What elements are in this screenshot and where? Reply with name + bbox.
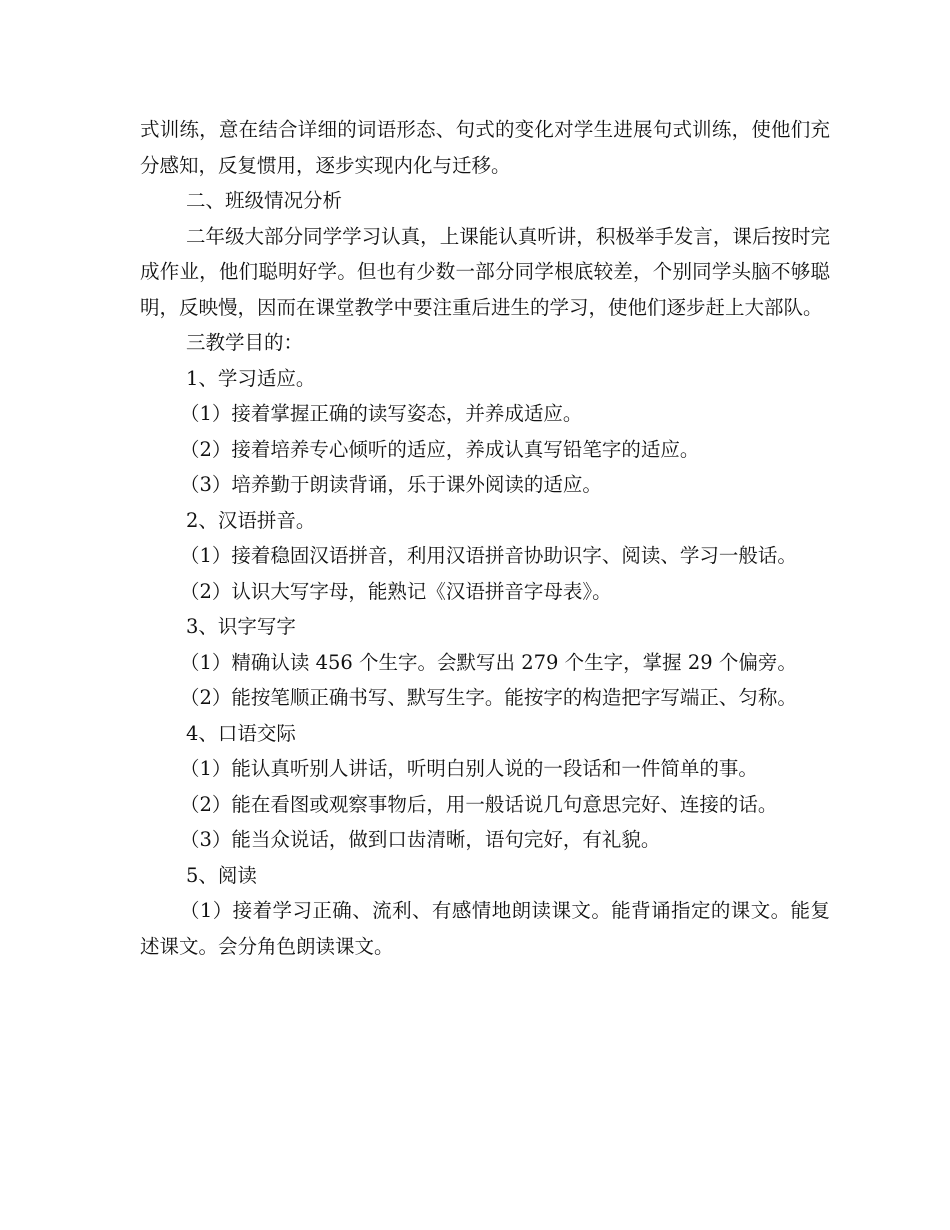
- subsection-heading: 1、学习适应。: [186, 366, 316, 390]
- subsection-heading: 5、阅读: [186, 863, 257, 887]
- subsection-heading: 2、汉语拼音。: [186, 508, 316, 532]
- list-item: （2）能在看图或观察事物后，用一般话说几句意思完好、连接的话。: [180, 792, 778, 816]
- list-item: （1）接着掌握正确的读写姿态，并养成适应。: [180, 402, 583, 425]
- document-body: [140, 112, 830, 964]
- list-item: （1）能认真听别人讲话，听明白别人说的一段话和一件简单的事。: [180, 757, 758, 780]
- subsection-heading: 4、口语交际: [186, 721, 296, 745]
- section-heading: 二、班级情况分析: [186, 189, 343, 212]
- list-item: （1）接着学习正确、流利、有感情地朗读课文。能背诵指定的课文。能复述课文。会分角色朗读课文。: [140, 899, 830, 958]
- list-item: （2）认识大写字母，能熟记《汉语拼音字母表》。: [180, 579, 612, 603]
- list-item: （1）接着稳固汉语拼音，利用汉语拼音协助识字、阅读、学习一般话。: [180, 544, 797, 567]
- subsection-heading: 3、识字写字: [186, 615, 296, 638]
- list-item: （2）能按笔顺正确书写、默写生字。能按字的构造把字写端正、匀称。: [180, 686, 797, 709]
- paragraph: 二年级大部分同学学习认真，上课能认真听讲，积极举手发言，课后按时完成作业，他们聪明好学。但也有少数一部分同学根底较差，个别同学头脑不够聪明，反映慢，因而在课堂教学中要注重后进生的学习，使他们逐步赶上大部队。: [140, 224, 830, 319]
- list-item: （3）能当众说话，做到口齿清晰，语句完好，有礼貌。: [180, 828, 661, 851]
- list-item: （3）培养勤于朗读背诵，乐于课外阅读的适应。: [180, 473, 602, 496]
- section-heading: 三教学目的：: [186, 331, 304, 354]
- list-item: （2）接着培养专心倾听的适应，养成认真写铅笔字的适应。: [180, 437, 700, 461]
- list-item: （1）精确认读 456 个生字。会默写出 279 个生字，掌握 29 个偏旁。: [180, 650, 797, 674]
- paragraph: 式训练，意在结合详细的词语形态、句式的变化对学生进展句式训练，使他们充分感知，反复惯用，逐步实现内化与迁移。: [140, 118, 830, 177]
